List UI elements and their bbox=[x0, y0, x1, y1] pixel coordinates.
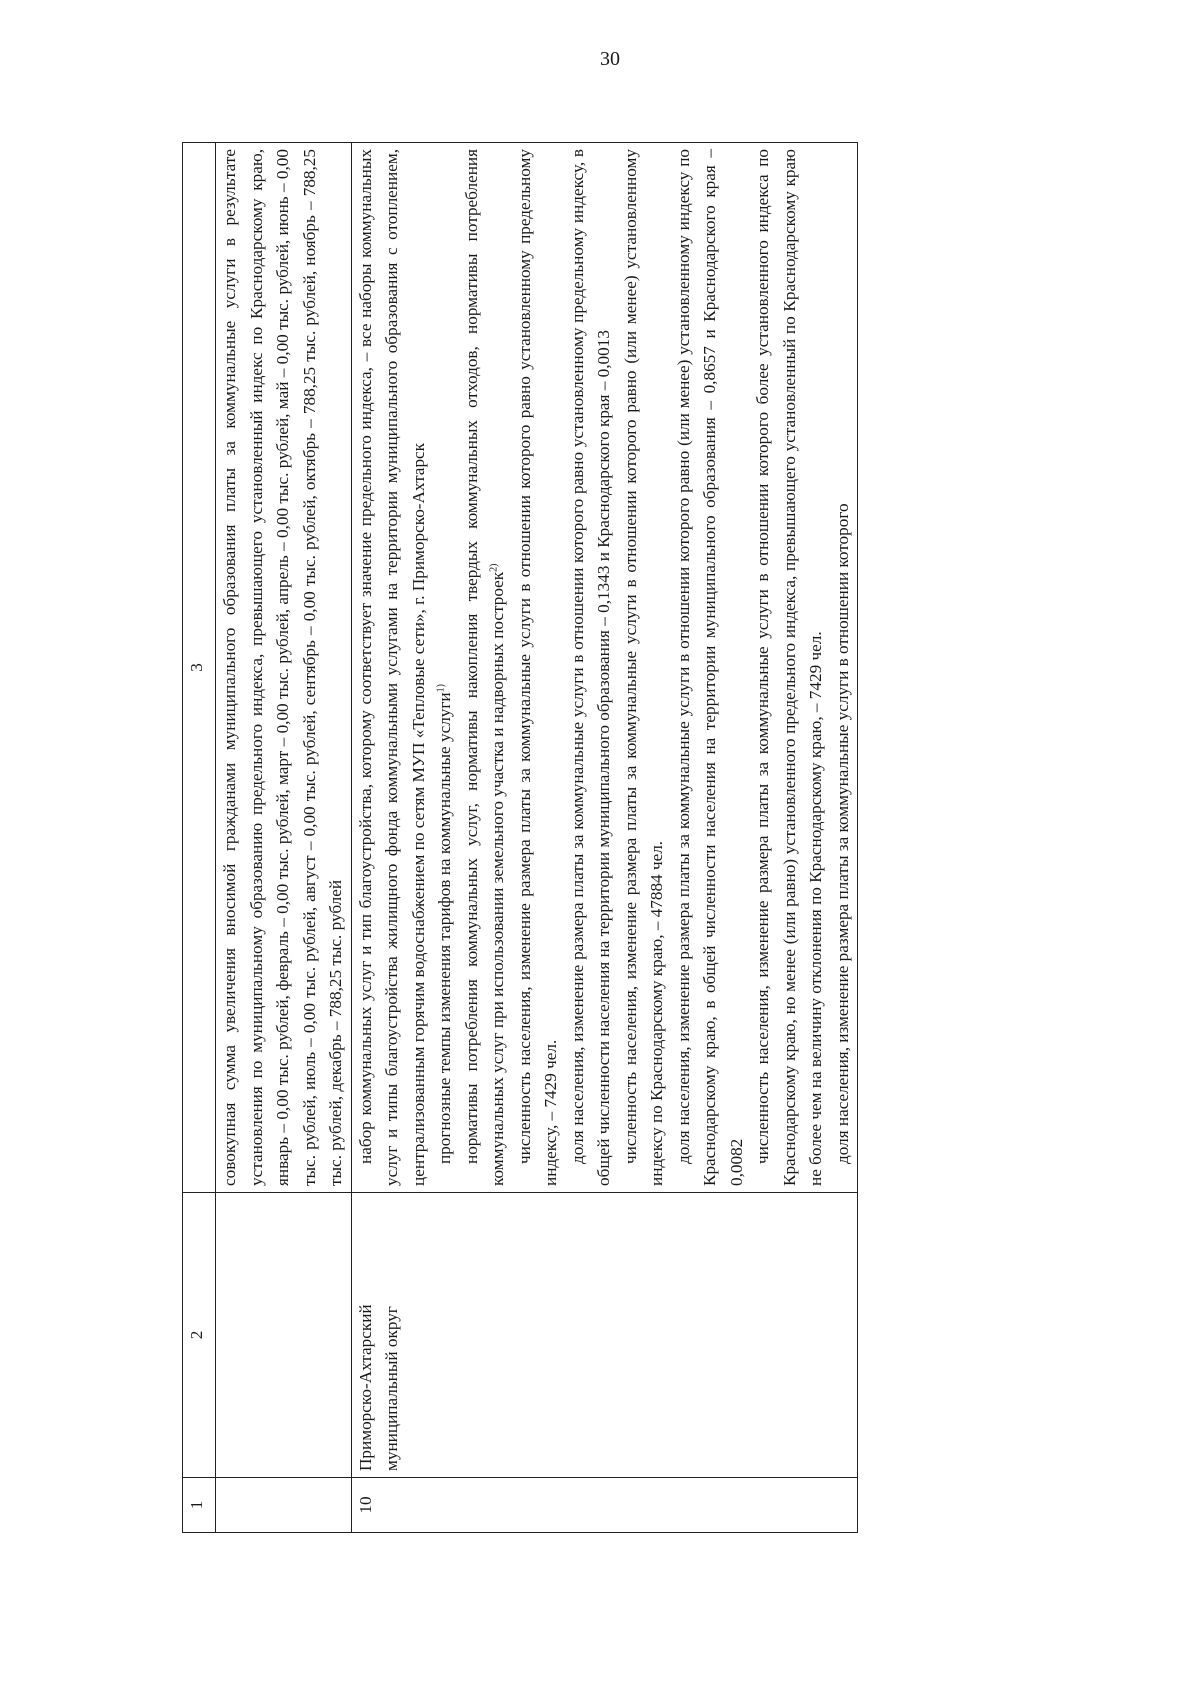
description-cell bbox=[216, 143, 352, 1193]
header-col-1: 1 bbox=[183, 1478, 216, 1533]
table-row bbox=[216, 143, 352, 1533]
rotated-table-canvas bbox=[182, 142, 1135, 1533]
paragraph-share-below: доля населения, изменение размера платы за коммунальные услуги в отношении которого равно (или менее) установленному индексу по Краснодарскому краю, в общей численности населения на территории муниципального образования – 0,8657 и Краснодарского края – 0,0082 bbox=[673, 149, 746, 1186]
paragraph-norms bbox=[459, 149, 512, 1186]
paragraph-share-equal: доля населения, изменение размера платы за коммунальные услуги в отношении которого равно установленному предельному индексу, в общей численности населения на территории муниципального образования – 0,1343 и Краснодарского края – 0,0013 bbox=[567, 149, 613, 1186]
paragraph-population-equal: численность населения, изменение размера платы за коммунальные услуги в отношении которого равно установленному предельному индексу, – 7429 чел. bbox=[514, 149, 560, 1186]
footnote-mark: 2) bbox=[488, 563, 500, 572]
municipality-name bbox=[216, 1193, 352, 1478]
footnote-mark: 1) bbox=[435, 684, 447, 693]
rotated-page-area bbox=[182, 142, 1135, 1533]
header-col-2: 2 bbox=[183, 1193, 216, 1478]
paragraph-service-set: набор коммунальных услуг и тип благоустройства, которому соответствует значение предельного индекса, – все наборы коммунальных услуг и типы благоустройства жилищного фонда коммунальными услугами на территории муниципального образования с отоплением, централизованным горячим водоснабжением по сетям МУП «Тепловые сети», г. Приморско-Ахтарск bbox=[355, 149, 428, 1186]
indices-table bbox=[182, 142, 858, 1533]
paragraph-share-above: доля населения, изменение размера платы за коммунальные услуги в отношении которого bbox=[832, 503, 852, 1164]
paragraph-text: прогнозные темпы изменения тарифов на коммунальные услуги bbox=[435, 692, 454, 1164]
paragraph: совокупная сумма увеличения вносимой гражданами муниципального образования платы за коммунальные услуги в результате установления по муниципальному образованию предельного индекса, превышающего установленный индекс по Краснодарскому краю, январь – 0,00 тыс. рублей, февраль – 0,00 тыс. рублей, март – 0,00 тыс. рублей, апрель – 0,00 тыс. рублей, май – 0,00 тыс. рублей, июнь – 0,00 тыс. рублей, июль – 0,00 тыс. рублей, август – 0,00 тыс. рублей, сентябрь – 0,00 тыс. рублей, октябрь – 788,25 тыс. рублей, ноябрь – 788,25 тыс. рублей, декабрь – 788,25 тыс. рублей bbox=[220, 149, 345, 1186]
paragraph-population-above: численность населения, изменение размера платы за коммунальные услуги в отношении которого более установленного индекса по Краснодарскому краю, но менее (или равно) установленного предельного индекса, превышающего установленный по Краснодарскому краю не более чем на величину отклонения по Краснодарскому краю, – 7429 чел. bbox=[753, 149, 825, 1186]
description-cell bbox=[351, 143, 858, 1193]
table-header-row bbox=[183, 143, 216, 1533]
page-number: 30 bbox=[600, 48, 620, 70]
paragraph-tariff-rates bbox=[432, 149, 459, 1186]
table-row bbox=[351, 143, 858, 1533]
row-number: 10 bbox=[351, 1478, 858, 1533]
municipality-name: Приморско-Ахтарский муниципальный округ bbox=[351, 1193, 858, 1478]
header-col-3: 3 bbox=[183, 143, 216, 1193]
row-number bbox=[216, 1478, 352, 1533]
paragraph-population-below: численность населения, изменение размера платы за коммунальные услуги в отношении которого равно (или менее) установленному индексу по Краснодарскому краю, – 47884 чел. bbox=[620, 149, 666, 1186]
paragraph-text: нормативы потребления коммунальных услуг, нормативы накопления твердых коммунальных отходов, нормативы потребления коммунальных услуг при использовании земельного участка и надворных построек bbox=[461, 149, 507, 1186]
